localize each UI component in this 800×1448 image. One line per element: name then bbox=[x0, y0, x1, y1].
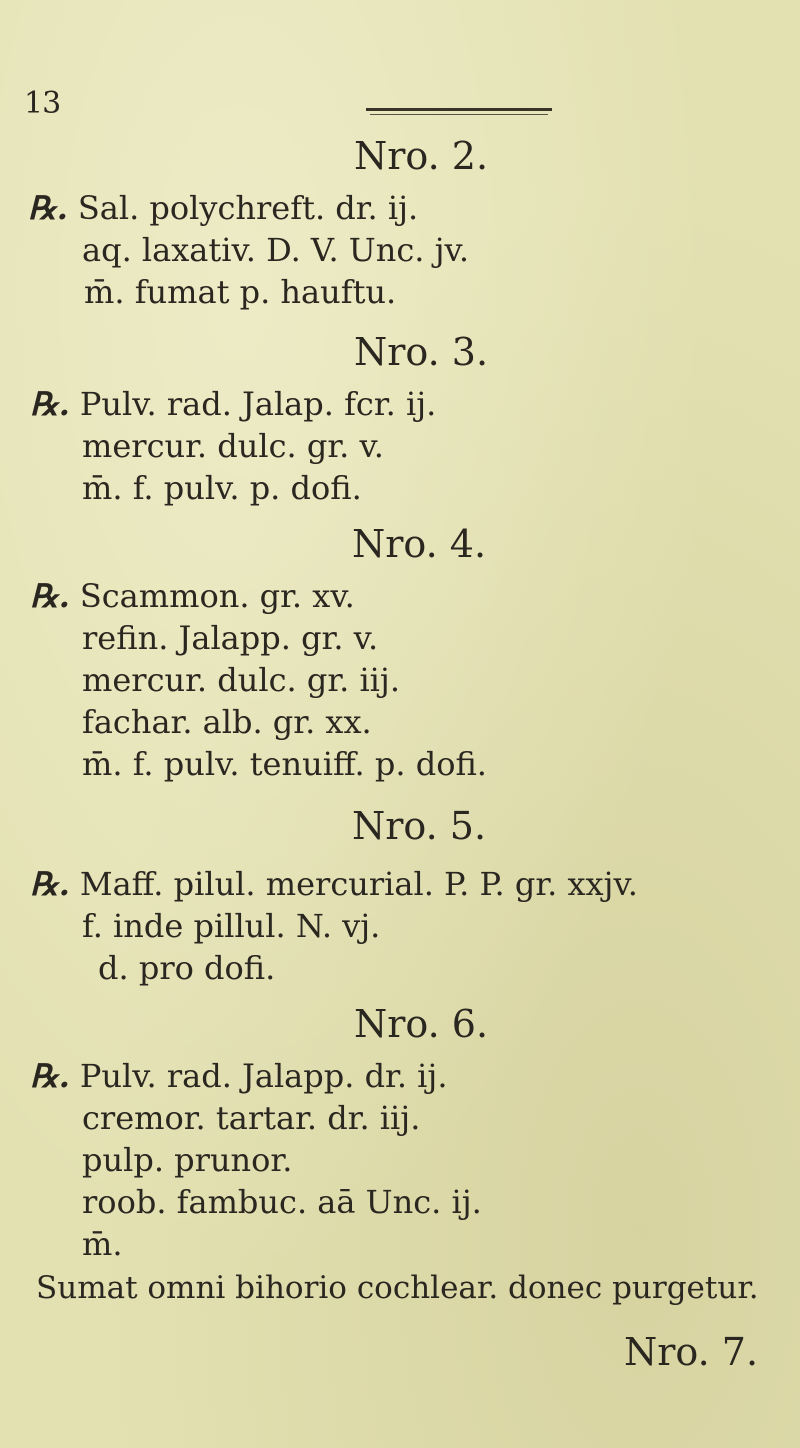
recipe-line: m̄. f. pulv. p. dofi. bbox=[82, 469, 362, 507]
recipe-text: Maff. pilul. mercurial. P. P. gr. xxjv. bbox=[79, 865, 638, 903]
recipe-line: m̄. fumat p. hauftu. bbox=[84, 273, 397, 311]
heading-nro-4: Nro. 4. bbox=[352, 522, 487, 566]
recipe-symbol-icon: ℞. bbox=[30, 385, 70, 423]
header-rule bbox=[366, 108, 552, 111]
recipe-line: m̄. bbox=[82, 1225, 123, 1263]
recipe-line bbox=[30, 384, 436, 424]
recipe-line: m̄. f. pulv. tenuiff. p. dofi. bbox=[82, 745, 487, 783]
recipe-line: roob. fambuc. aā Unc. ij. bbox=[82, 1183, 482, 1221]
recipe-symbol-icon: ℞. bbox=[30, 865, 70, 903]
recipe-text: Pulv. rad. Jalapp. dr. ij. bbox=[79, 1057, 448, 1095]
recipe-line: f. inde pillul. N. vj. bbox=[82, 907, 381, 945]
heading-nro-2: Nro. 2. bbox=[354, 134, 489, 178]
recipe-line: d. pro dofi. bbox=[98, 949, 276, 987]
recipe-line: pulp. prunor. bbox=[82, 1141, 293, 1179]
recipe-line bbox=[30, 864, 638, 904]
recipe-text: Scammon. gr. xv. bbox=[79, 577, 355, 615]
catchword: Nro. 7. bbox=[624, 1330, 759, 1374]
dosage-instruction: Sumat omni bihorio cochlear. donec purgetur. bbox=[36, 1270, 759, 1306]
recipe-text: Pulv. rad. Jalap. fcr. ij. bbox=[79, 385, 437, 423]
recipe-line bbox=[28, 188, 418, 228]
recipe-symbol-icon: ℞. bbox=[28, 189, 68, 227]
recipe-line: aq. laxativ. D. V. Unc. jv. bbox=[82, 231, 469, 269]
recipe-line bbox=[30, 1056, 448, 1096]
recipe-line: mercur. dulc. gr. iij. bbox=[82, 661, 400, 699]
heading-nro-5: Nro. 5. bbox=[352, 804, 487, 848]
recipe-line: refin. Jalapp. gr. v. bbox=[82, 619, 379, 657]
recipe-line: cremor. tartar. dr. iij. bbox=[82, 1099, 421, 1137]
recipe-line: fachar. alb. gr. xx. bbox=[82, 703, 372, 741]
recipe-symbol-icon: ℞. bbox=[30, 1057, 70, 1095]
recipe-line: mercur. dulc. gr. v. bbox=[82, 427, 384, 465]
recipe-text: Sal. polychreft. dr. ij. bbox=[77, 189, 419, 227]
recipe-symbol-icon: ℞. bbox=[30, 577, 70, 615]
header-rule-thin bbox=[370, 114, 548, 115]
page-number: 13 bbox=[24, 86, 61, 121]
heading-nro-6: Nro. 6. bbox=[354, 1002, 489, 1046]
heading-nro-3: Nro. 3. bbox=[354, 330, 489, 374]
recipe-line bbox=[30, 576, 355, 616]
